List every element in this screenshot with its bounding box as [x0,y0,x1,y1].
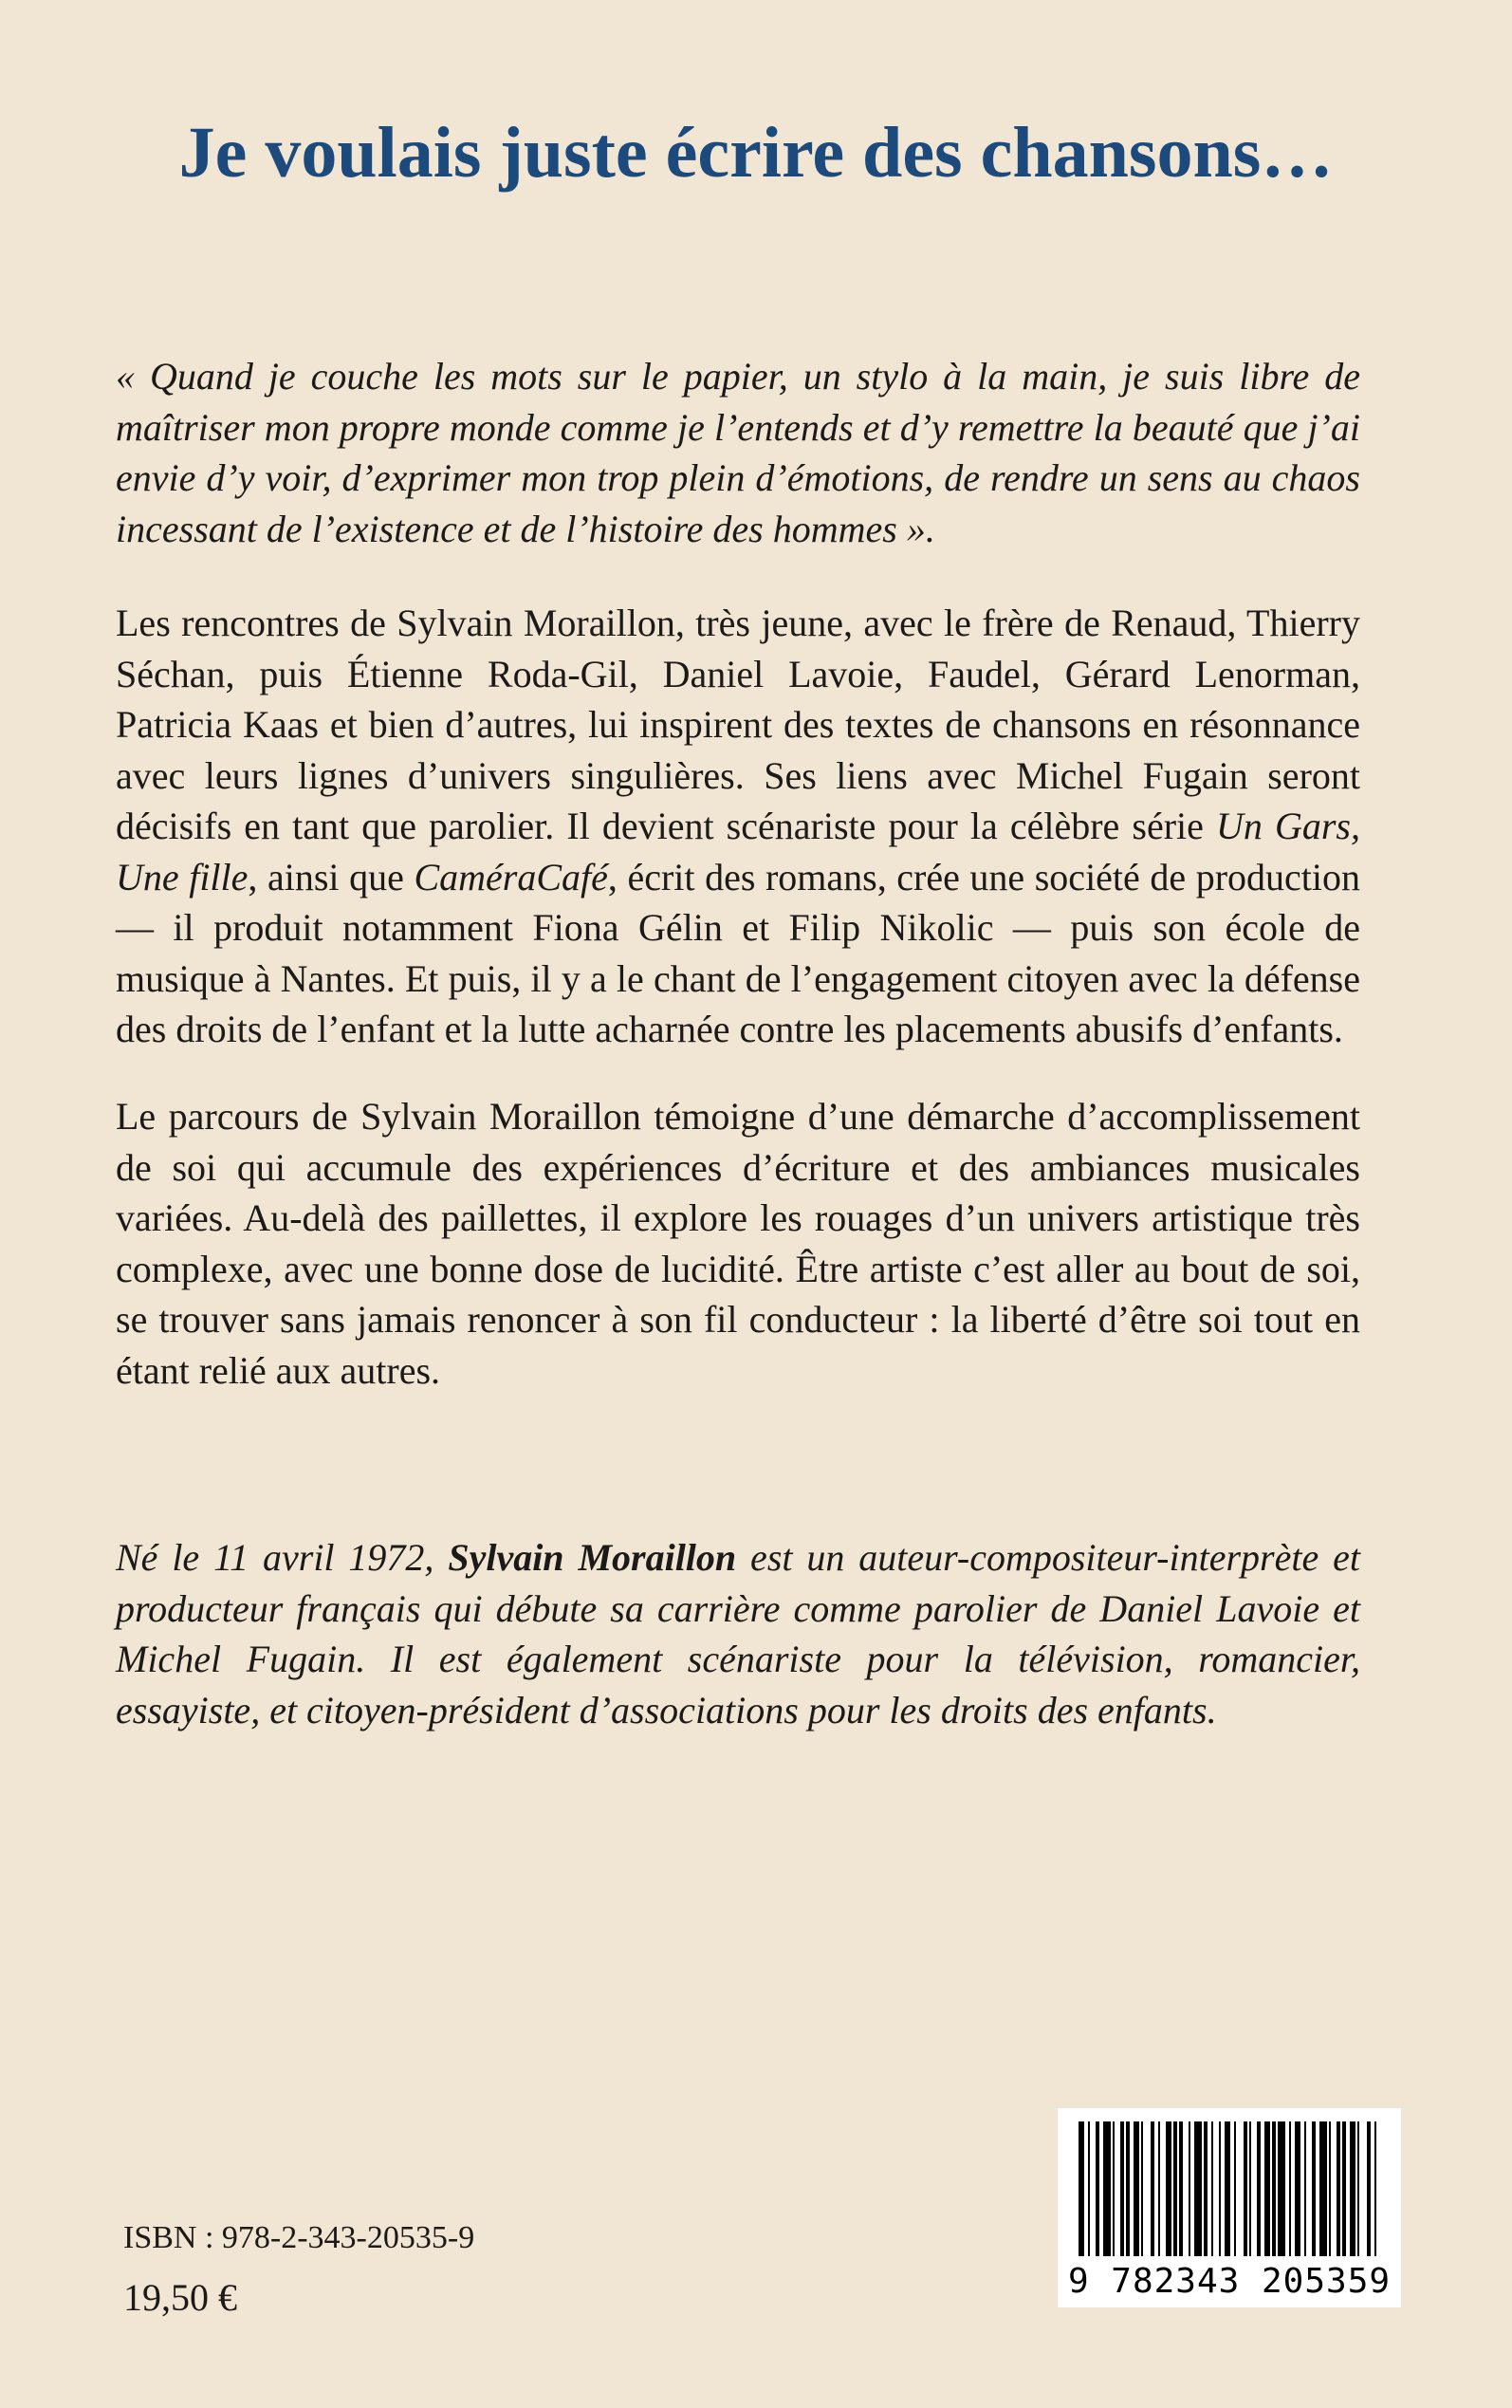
summary-text: Les rencontres de Sylvain Moraillon, très jeune, avec le frère de Renaud, Thierry Séchan, puis Étienne Roda-Gil, Daniel Lavoie, Faudel, Gérard Lenorman, Patricia Kaas et bien d’autres, lui inspirent des textes de chansons en résonnance avec leurs lignes d’univers singulières. Ses liens avec Michel Fugain seront décisifs en tant que parolier. Il devient scénariste pour la célèbre série [116,602,1360,847]
barcode-digits: 9 782343 205359 [1067,2262,1392,2301]
barcode-bars-icon [1058,2108,1401,2265]
author-name: Sylvain Moraillon [448,1536,737,1579]
price-label: 19,50 € [123,2276,237,2319]
series-title: Un Gars, Une fille [116,805,1361,898]
author-bio [116,1532,1360,1735]
bio-text: est un auteur-compositeur-interprète et producteur français qui débute sa carrière comme parolier de Daniel Lavoie et Michel Fugain. Il est également scénariste pour la télévision, romancier, essayiste, et citoyen-président d’associations pour les droits des enfants. [116,1536,1360,1732]
isbn-label: ISBN : 978-2-343-20535-9 [123,2220,475,2255]
summary-paragraph-2: Le parcours de Sylvain Moraillon témoigne d’une démarche d’accomplissement de soi qui accumule des expériences d’écriture et des ambiances musicales variées. Au-delà des paillettes, il explore les rouages d’un univers artistique très complexe, avec une bonne dose de lucidité. Être artiste c’est aller au bout de soi, se trouver sans jamais renoncer à son fil conducteur : la liberté d’être soi tout en étant relié aux autres. [116,1095,1360,1392]
author-quote: « Quand je couche les mots sur le papier, un stylo à la main, je suis libre de maîtriser mon propre monde comme je l’entends et d’y remettre la beauté que j’ai envie d’y voir, d’exprimer mon trop plein d’émotions, de rendre un sens au chaos incessant de l’existence et de l’histoire des hommes ». [116,355,1360,550]
summary-text: , ainsi que [248,855,415,898]
series-title: CaméraCafé [414,855,608,898]
barcode [1058,2108,1401,2307]
bio-text: Né le 11 avril 1972, [116,1536,449,1579]
book-title: Je voulais juste écrire des chansons… [178,113,1334,193]
summary-paragraph-1 [116,598,1360,1055]
summary-text: , écrit des romans, crée une société de production — il produit notamment Fiona Gélin et Filip Nikolic — puis son école de musique à Nantes. Et puis, il y a le chant de l’engagement citoyen avec la défense des droits de l’enfant et la lutte acharnée contre les placements abusifs d’enfants. [116,855,1360,1050]
